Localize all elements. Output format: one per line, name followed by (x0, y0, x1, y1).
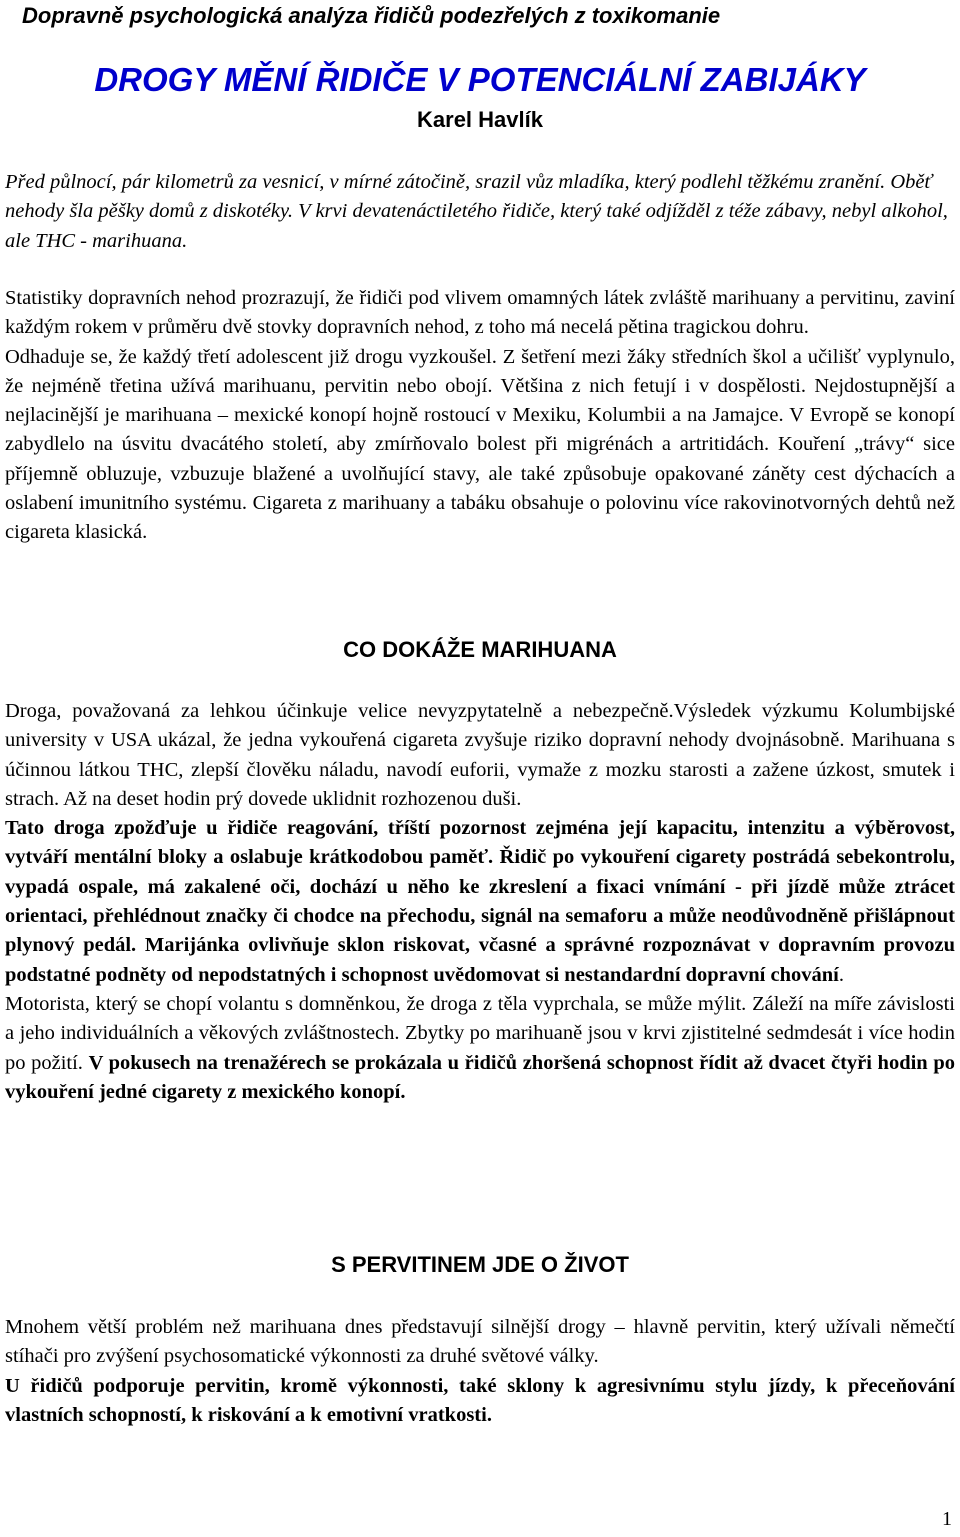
section-body-marihuana (5, 697, 955, 1107)
marihuana-driver-bold-text: Tato droga zpožďuje u řidiče reagování, tříští pozornost zejména její kapacitu, intenzitu a výběrovost, vytváří mentální bloky a oslabuje krátkodobou paměť. Řidič po vykouření cigarety postrádá sebekontrolu, vypadá ospale, má zakalené oči, dochází u něho ke zkreslení a fixaci vnímání - při jízdě může ztrácet orientaci, přehlédnout značky či chodce na přechodu, signál na semaforu a může neodůvodněně přišlápnout plynový pedál. Marijánka ovlivňuje sklon riskovat, včasné a správné rozpoznávat v dopravním provozu podstatné podněty od nepodstatných i schopnost uvědomovat si nestandardní dopravní chování (5, 817, 955, 986)
section-body-pervitin (5, 1313, 955, 1430)
lead-paragraph: Před půlnocí, pár kilometrů za vesnicí, v mírné zátočině, srazil vůz mladíka, který podlehl těžkému zranění. Oběť nehody šla pěšky domů z diskotéky. V krvi devatenáctiletého řidiče, který také odjížděl z téže zábavy, nebyl alkohol, ale THC - marihuana. (5, 171, 948, 252)
pervitin-paragraph-intro: Mnohem větší problém než marihuana dnes představují silnější drogy – hlavně pervitin, který užívali němečtí stíhači pro zvýšení psychosomatické výkonnosti za druhé světové války. (5, 1316, 955, 1368)
section-heading-marihuana: CO DOKÁŽE MARIHUANA (343, 637, 617, 662)
intro-block (5, 284, 955, 548)
marihuana-paragraph-driver (5, 814, 955, 990)
page-number: 1 (942, 1508, 952, 1530)
pervitin-paragraph-effects: U řidičů podporuje pervitin, kromě výkonnosti, také sklony k agresivnímu stylu jízdy, k přeceňování vlastních schopností, k riskování a k emotivní vratkosti. (5, 1374, 955, 1426)
document-author: Karel Havlík (417, 107, 543, 132)
document-supertitle: Dopravně psychologická analýza řidičů podezřelých z toxikomanie (22, 3, 721, 28)
intro-paragraph-statistics: Statistiky dopravních nehod prozrazují, že řidiči pod vlivem omamných látek zvláště marihuany a pervitinu, zaviní každým rokem v průměru dvě stovky dopravních nehod, z toho má necelá pětina tragickou dohru. (5, 287, 955, 339)
marihuana-driver-period: . (838, 963, 844, 986)
marihuana-motorist-text: Motorista, který se chopí volantu s domněnkou, že droga z těla vyprchala, se může mýlit. Záleží na míře závislosti a jeho individuálních a věkových zvláštnostech. Zbytky po marihuaně jsou v krvi zjistitelné sedmdesát i více hodin po požití. (5, 992, 955, 1074)
intro-paragraph-adolescents: Odhaduje se, že každý třetí adolescent již drogu vyzkoušel. Z šetření mezi žáky středních škol a učilišť vyplynulo, že nejméně třetina užívá marihuanu, pervitin nebo obojí. Většina z nich fetují i v dospělosti. Nejdostupnější a nejlacinější je marihuana – mexické konopí hojně rostoucí v Mexiku, Kolumbii a na Jamajce. V Evropě se konopí zabydlelo na úsvitu dvacátého století, aby zmírňovalo bolest při migrénách a artritidách. Kouření „trávy“ sice příjemně obluzuje, vzbuzuje blažené a uvolňující stavy, ale také způsobuje opakované záněty cest dýchacích a oslabení imunitního systému. Cigareta z marihuany a tabáku obsahuje o polovinu více rakovinotvorných dehtů než cigareta klasická. (5, 345, 955, 544)
marihuana-paragraph-motorist (5, 990, 955, 1107)
section-heading-pervitin: S PERVITINEM JDE O ŽIVOT (331, 1252, 629, 1277)
marihuana-motorist-bold-text: V pokusech na trenažérech se prokázala u řidičů zhoršená schopnost řídit až dvacet čtyři hodin po vykouření jedné cigarety z mexického konopí. (5, 1051, 955, 1103)
document-main-title: DROGY MĚNÍ ŘIDIČE V POTENCIÁLNÍ ZABIJÁKY (94, 61, 866, 98)
marihuana-paragraph-effects: Droga, považovaná za lehkou účinkuje velice nevyzpytatelně a nebezpečně.Výsledek výzkumu Kolumbijské university v USA ukázal, že jedna vykouřená cigareta zvyšuje riziko dopravní nehody dvojnásobně. Marihuana s účinnou látkou THC, zlepší člověku náladu, navodí euforii, vymaže z mozku starosti a zažene úzkost, smutek i strach. Až na deset hodin prý dovede uklidnit rozhozenou duši. (5, 700, 955, 810)
